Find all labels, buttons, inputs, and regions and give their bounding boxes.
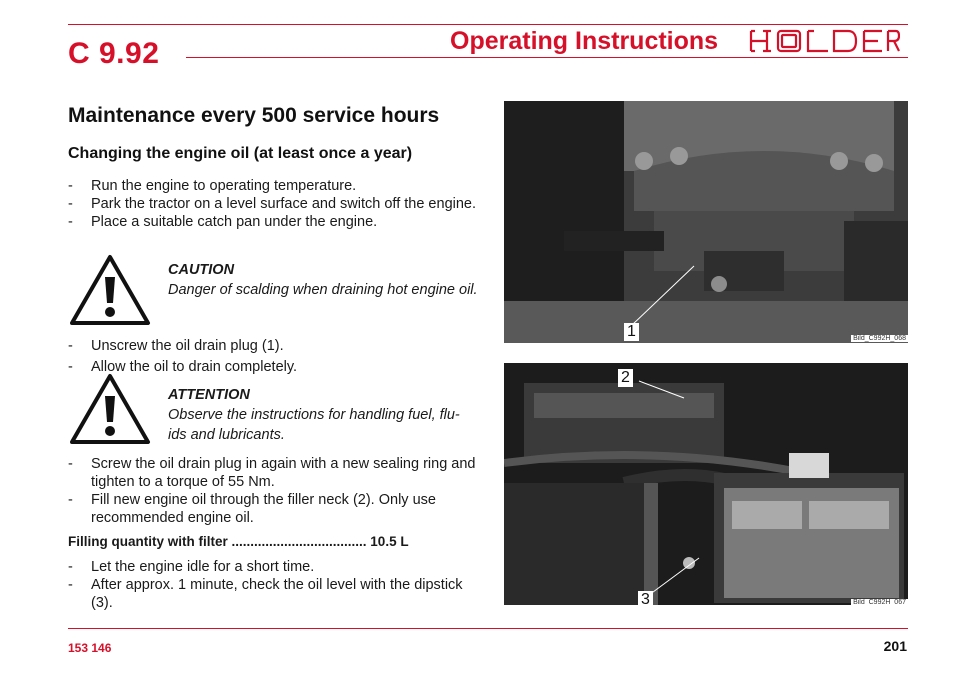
list-item: - Place a suitable catch pan under the engine. xyxy=(68,213,478,231)
header-top-rule xyxy=(68,24,908,25)
callout-1: 1 xyxy=(624,323,639,341)
list-item: - Allow the oil to drain completely. xyxy=(68,357,478,378)
caution-title: CAUTION xyxy=(168,262,235,278)
brand-logo xyxy=(748,28,900,54)
footer-rule xyxy=(68,628,908,629)
callout-3: 3 xyxy=(638,591,653,605)
warning-triangle-icon xyxy=(68,253,152,327)
document-number: 153 146 xyxy=(68,641,112,655)
list-item: - Let the engine idle for a short time. xyxy=(68,558,478,576)
page-title: Operating Instructions xyxy=(450,27,719,55)
steps-list-3 xyxy=(68,455,478,527)
attention-note xyxy=(168,385,478,445)
caution-note xyxy=(168,260,478,300)
list-item: - Screw the oil drain plug in again with a new sealing ring and tighten to a torque of 55 Nm. xyxy=(68,455,478,491)
list-item: - Park the tractor on a level surface and switch off the engine. xyxy=(68,195,478,213)
attention-text: Observe the instructions for handling fuel, flu-ids and lubricants. xyxy=(168,407,460,443)
section-subheading: Changing the engine oil (at least once a year) xyxy=(68,145,413,162)
filling-label: Filling quantity with filter .................................... xyxy=(68,534,367,549)
list-item: - Unscrew the oil drain plug (1). xyxy=(68,336,478,357)
header-bottom-rule xyxy=(186,57,908,58)
callout-2: 2 xyxy=(618,369,633,387)
caution-text: Danger of scalding when draining hot engine oil. xyxy=(168,282,478,298)
list-item: - Run the engine to operating temperature. xyxy=(68,177,478,195)
model-label: C 9.92 xyxy=(68,37,160,70)
list-item: - After approx. 1 minute, check the oil level with the dipstick (3). xyxy=(68,576,478,612)
photo-engine-bay xyxy=(504,363,908,605)
section-heading: Maintenance every 500 service hours xyxy=(68,104,440,127)
filling-quantity xyxy=(68,534,470,549)
photo-caption: Bild_C992H_068 xyxy=(853,335,906,342)
photo-oil-drain-plug xyxy=(504,101,908,343)
warning-triangle-icon xyxy=(68,372,152,446)
attention-title: ATTENTION xyxy=(168,387,250,403)
list-item: - Fill new engine oil through the filler neck (2). Only use recommended engine oil. xyxy=(68,491,478,527)
steps-list-4 xyxy=(68,558,478,612)
photo-caption: Bild_C992H_067 xyxy=(853,599,906,605)
steps-list-1 xyxy=(68,177,478,231)
page-number: 201 xyxy=(883,638,907,654)
filling-value: 10.5 L xyxy=(370,534,409,549)
